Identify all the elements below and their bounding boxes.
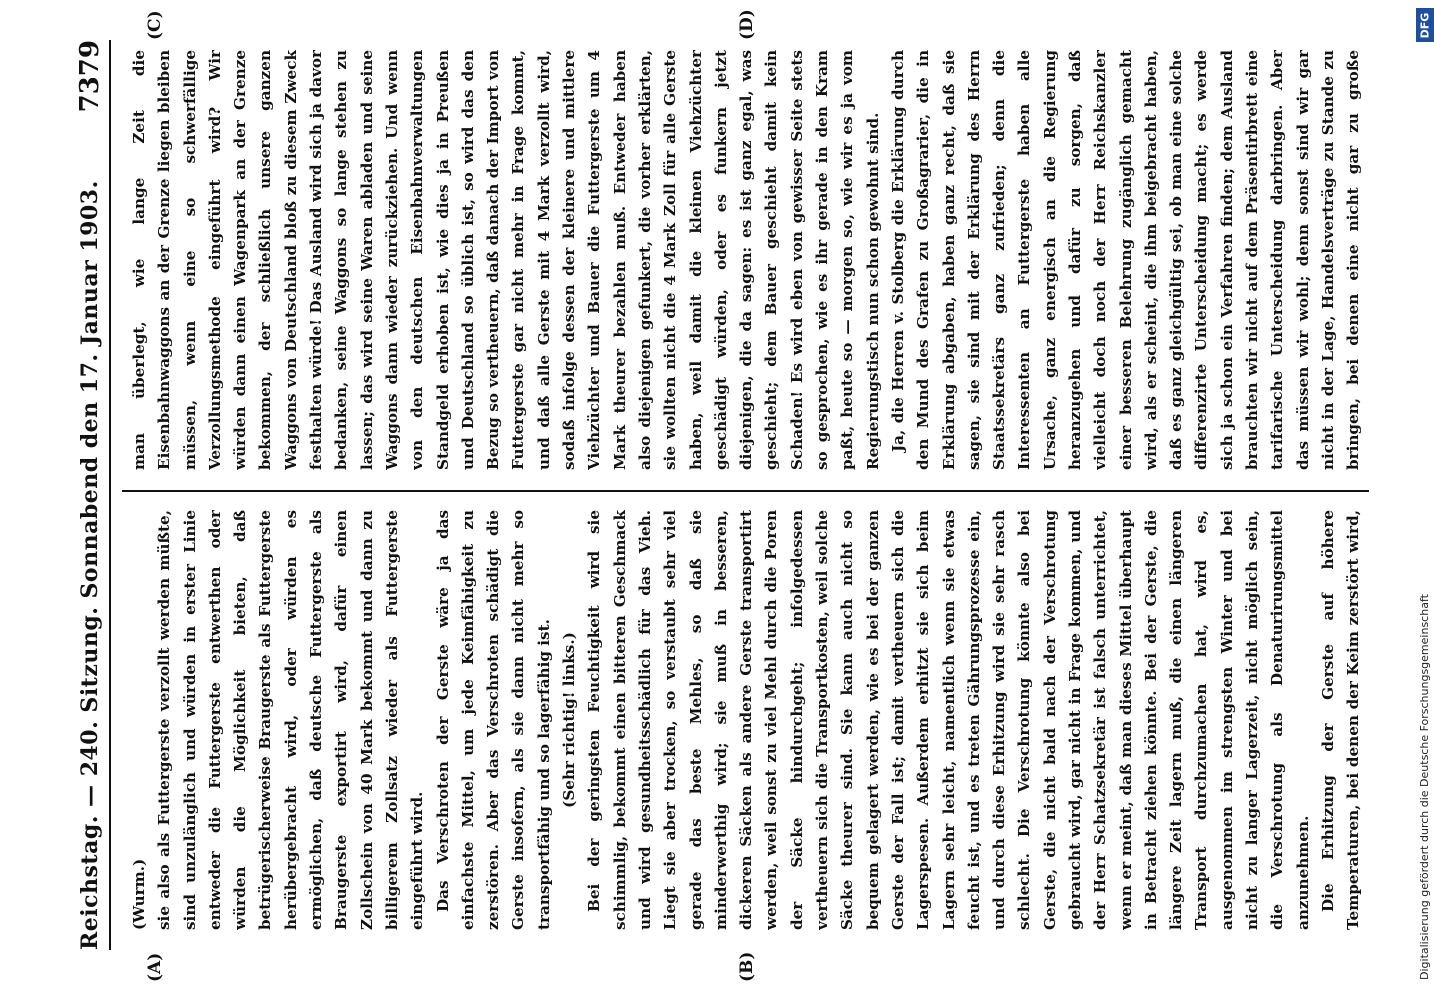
speaker-tag: (Wurm.) <box>130 858 148 930</box>
dfg-logo <box>1416 8 1434 42</box>
left-column <box>127 510 1367 930</box>
running-head: Reichstag. — 240. Sitzung. Sonnabend den 17. Januar 1903. <box>77 180 103 950</box>
column-divider <box>122 490 1369 492</box>
page-number: 7379 <box>75 40 105 113</box>
paragraph: Ja, die Herren v. Stolberg die Erklärung durch den Mund des Grafen zu Großagrarier, die in Erklärung abgaben, haben ganz recht, daß sie sagen, sie sind mit der Erklärung des Herrn Staatssekretärs ganz zufrieden; denn die Interessenten an Futtergerste haben alle Ursache, ganz energisch an die Regierung heranzugehen und dafür zu sorgen, daß vielleicht doch noch der Herr Reichskanzler einer besseren Belehrung zugänglich gemacht wird, als er scheint, die ihm beigebracht haben, daß es ganz gleichgültig sei, ob man eine solche differenzirte Unterscheidung macht; es werde sich ja schon ein Verfahren finden; dem Ausland brauchten wir nicht auf dem Präsentirbrett eine tarifarische Unterscheidung darbringen. Aber das müssen wir wohl; denn sonst sind wir gar nicht in der Lage, Handelsverträge zu Stande zu bringen, bei denen eine nicht gar zu große <box>888 50 1363 470</box>
margin-mark-b: (B) <box>737 951 757 982</box>
rotated-page <box>47 10 1387 990</box>
paragraph: Das Verschroten der Gerste wäre ja das einfachste Mittel, um jede Keimfähigkeit zu zerstören. Aber das Verschroten schädigt die Gerste insofern, als sie dann nicht mehr so transportfähig und so lagerfähig ist. <box>433 510 553 930</box>
margin-mark-d: (D) <box>737 9 757 40</box>
paragraph: Die Erhitzung der Gerste auf höhere Temperaturen, bei denen der Keim zerstört wird, <box>1318 510 1363 930</box>
page-header <box>69 40 111 950</box>
digitization-note: Digitalisierung gefördert durch die Deutsche Forschungsgemeinschaft <box>1418 594 1431 980</box>
dfg-badge-text: DFG <box>1418 12 1432 38</box>
margin-mark-c: (C) <box>145 10 165 40</box>
interjection: (Sehr richtig! links.) <box>560 632 579 808</box>
paragraph: Bei der geringsten Feuchtigkeit wird sie schimmlig, bekommt einen bitteren Geschmack und wird gesundheitsschädlich für das Vieh. Liegt sie aber trocken, so verstaubt sehr viel gerade das beste Mehles, so daß sie minderwerthig wird; sie muß in besseren, dickeren Säcken als andere Gerste transportirt werden, weil sonst zu viel Mehl durch die Poren der Säcke hindurchgeht; infolgedessen vertheuern sich die Transportkosten, weil solche Säcke theurer sind. Sie kann auch nicht so bequem gelagert werden, wie es bei der ganzen Gerste der Fall ist; damit vertheuern sich die Lagerspesen. Außerdem erhitzt sie sich beim Lagern sehr leicht, namentlich wenn sie etwas feucht ist, und es treten Gährungsprozesse ein, und durch diese Erhitzung wird sie sehr rasch schlecht. Die Verschrotung könnte also bei Gerste, die nicht bald nach der Verschrotung gebraucht wird, gar nicht in Frage kommen, und der Herr Schatzsekretär ist falsch unterrichtet, wenn er meint, daß man dieses Mittel überhaupt in Betracht ziehen könnte. Bei der Gerste, die längere Zeit lagern muß, die einen längeren Transport durchzumachen hat, wird es, ausgenommen im strengsten Winter und bei nicht zu langer Lagerzeit, nicht möglich sein, die Verschrotung als Denaturirungsmittel anzunehmen. <box>585 510 1312 930</box>
paragraph: man überlegt, wie lange Zeit die Eisenbahnwaggons an der Grenze liegen bleiben müssen, wenn eine so schwerfällige Verzollungsmethode eingeführt wird? Wir würden dann einen Wagenpark an der Grenze bekommen, der schließlich unsere ganzen Waggons von Deutschland bloß zu diesem Zweck festhalten würde! Das Ausland wird sich ja davor bedanken, seine Waggons so lange stehen zu lassen; das wird seine Waren abladen und seine Waggons dann wieder zurückziehen. Und wenn von den deutschen Eisenbahnverwaltungen Standgeld erhoben ist, wie dies ja in Preußen und Deutschland so üblich ist, so wird das den Bezug so vertheuern, daß danach der Import von Futtergerste gar nicht mehr in Frage kommt, und daß alle Gerste mit 4 Mark verzollt wird, sodaß infolge dessen der kleinere und mittlere Viehzüchter und Bauer die Futtergerste um 4 Mark theurer bezahlen muß. Entweder haben also diejenigen gefunkert, die vorher erklärten, sie wollten nicht die 4 Mark Zoll für alle Gerste haben, weil damit die kleinen Viehzüchter geschädigt würden, oder es funkern jetzt diejenigen, die da sagen: es ist ganz egal, was geschieht; dem Bauer geschieht damit kein Schaden! Es wird eben von gewisser Seite stets so gesprochen, wie es ihr gerade in den Kram paßt, heute so — morgen so, wie wir es ja vom Regierungstisch nun schon gewohnt sind. <box>130 50 882 470</box>
paragraph: sie also als Futtergerste verzollt werden müßte, sind unzulänglich und würden in erster Linie entweder die Futtergerste entwerthen oder würden die Möglichkeit bieten, daß betrügerischerweise Braugerste als Futtergerste herübergebracht wird, oder würden es ermöglichen, daß deutsche Futtergerste als Braugerste exportirt wird, dafür einen Zollschein von 40 Mark bekommt und dann zu billigerem Zollsatz wieder als Futtergerste eingeführt wird. <box>155 510 427 930</box>
right-column <box>127 50 1367 470</box>
margin-mark-a: (A) <box>145 952 165 982</box>
